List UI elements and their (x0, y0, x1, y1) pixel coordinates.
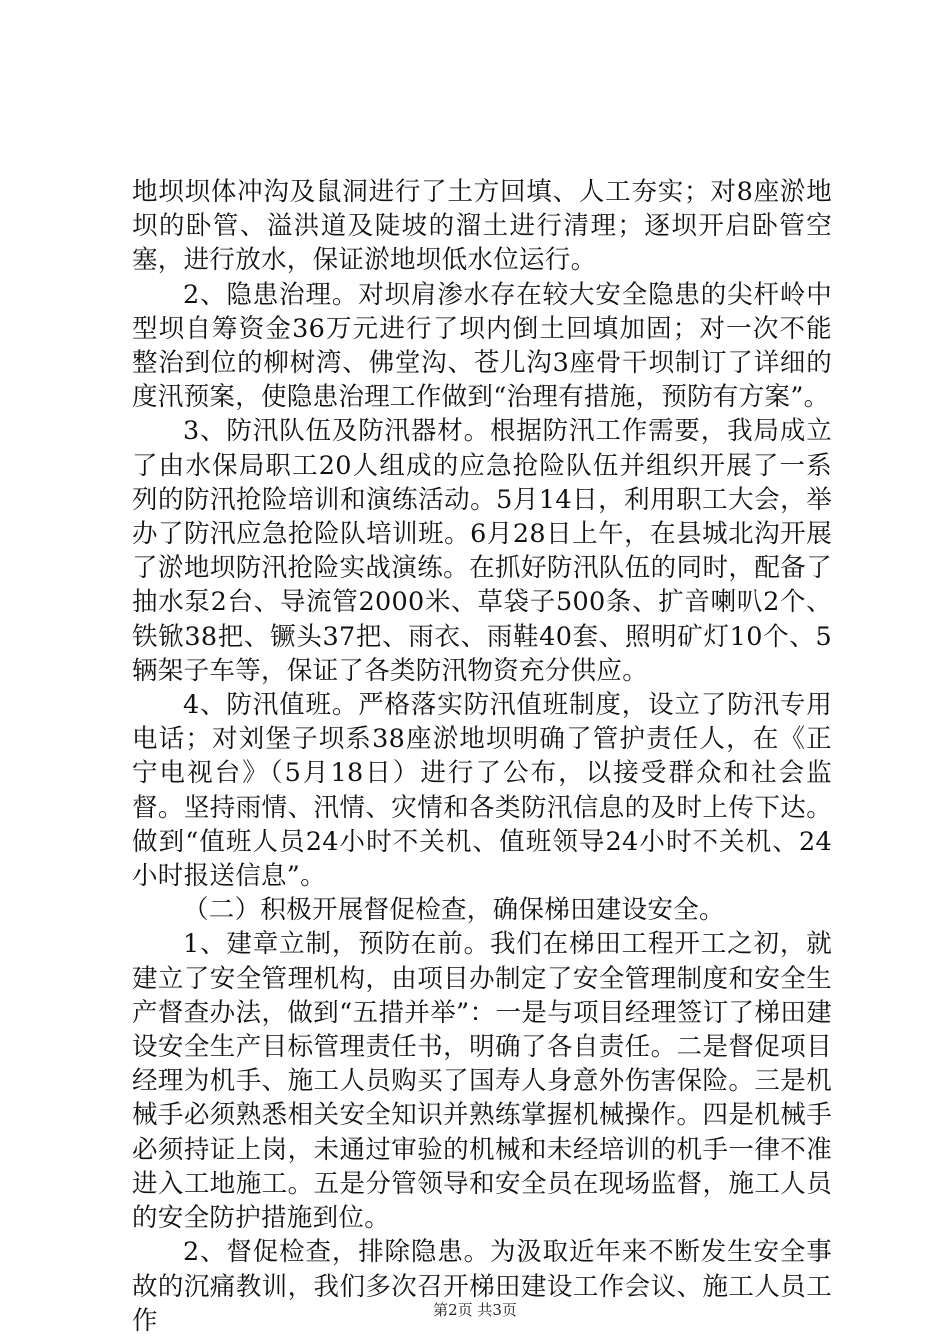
paragraph-flood-team-equipment: 3、防汛队伍及防汛器材。根据防汛工作需要，我局成立了由水保局职工20人组成的应急抢险队伍并组织开展了一系列的防汛抢险培训和演练活动。5月14日，利用职工大会，举办了防汛应急抢险队培训班。6月28日上午，在县城北沟开展了淤地坝防汛抢险实战演练。在抓好防汛队伍的同时，配备了抽水泵2台、导流管2000米、草袋子500条、扩音喇叭2个、铁锨38把、镢头37把、雨衣、雨鞋40套、照明矿灯10个、5辆架子车等，保证了各类防汛物资充分供应。 (132, 416, 832, 686)
page-number-footer: 第2页 共3页 (433, 1301, 517, 1319)
paragraph-continuation: 地坝坝体冲沟及鼠洞进行了土方回填、人工夯实；对8座淤地坝的卧管、溢洪道及陡坡的溜土进行清理；逐坝开启卧管空塞，进行放水，保证淤地坝低水位运行。 (132, 177, 832, 276)
paragraph-hazard-treatment: 2、隐患治理。对坝肩渗水存在较大安全隐患的尖杆岭中型坝自筹资金36万元进行了坝内倒土回填加固；对一次不能整治到位的柳树湾、佛堂沟、苍儿沟3座骨干坝制订了详细的度汛预案，使隐患治理工作做到“治理有措施，预防有方案”。 (132, 279, 832, 413)
paragraph-inspection: 2、督促检查，排除隐患。为汲取近年来不断发生安全事故的沉痛教训，我们多次召开梯田建设工作会议、施工人员工作 (132, 1237, 832, 1336)
paragraph-flood-duty: 4、防汛值班。严格落实防汛值班制度，设立了防汛专用电话；对刘堡子坝系38座淤地坝明确了管护责任人，在《正宁电视台》（5月18日）进行了公布，以接受群众和社会监督。坚持雨情、汛情、灾情和各类防汛信息的及时上传下达。做到“值班人员24小时不关机、值班领导24小时不关机、24小时报送信息”。 (132, 690, 832, 892)
document-body (132, 175, 832, 1338)
paragraph-rules-prevention: 1、建章立制，预防在前。我们在梯田工程开工之初，就建立了安全管理机构，由项目办制定了安全管理制度和安全生产督查办法，做到“五措并举”：一是与项目经理签订了梯田建设安全生产目标管理责任书，明确了各自责任。二是督促项目经理为机手、施工人员购买了国寿人身意外伤害保险。三是机械手必须熟悉相关安全知识并熟练掌握机械操作。四是机械手必须持证上岗，未通过审验的机械和未经培训的机手一律不准进入工地施工。五是分管领导和安全员在现场监督，施工人员的安全防护措施到位。 (132, 929, 832, 1234)
section-heading-terrace-safety: （二）积极开展督促检查，确保梯田建设安全。 (183, 895, 725, 926)
